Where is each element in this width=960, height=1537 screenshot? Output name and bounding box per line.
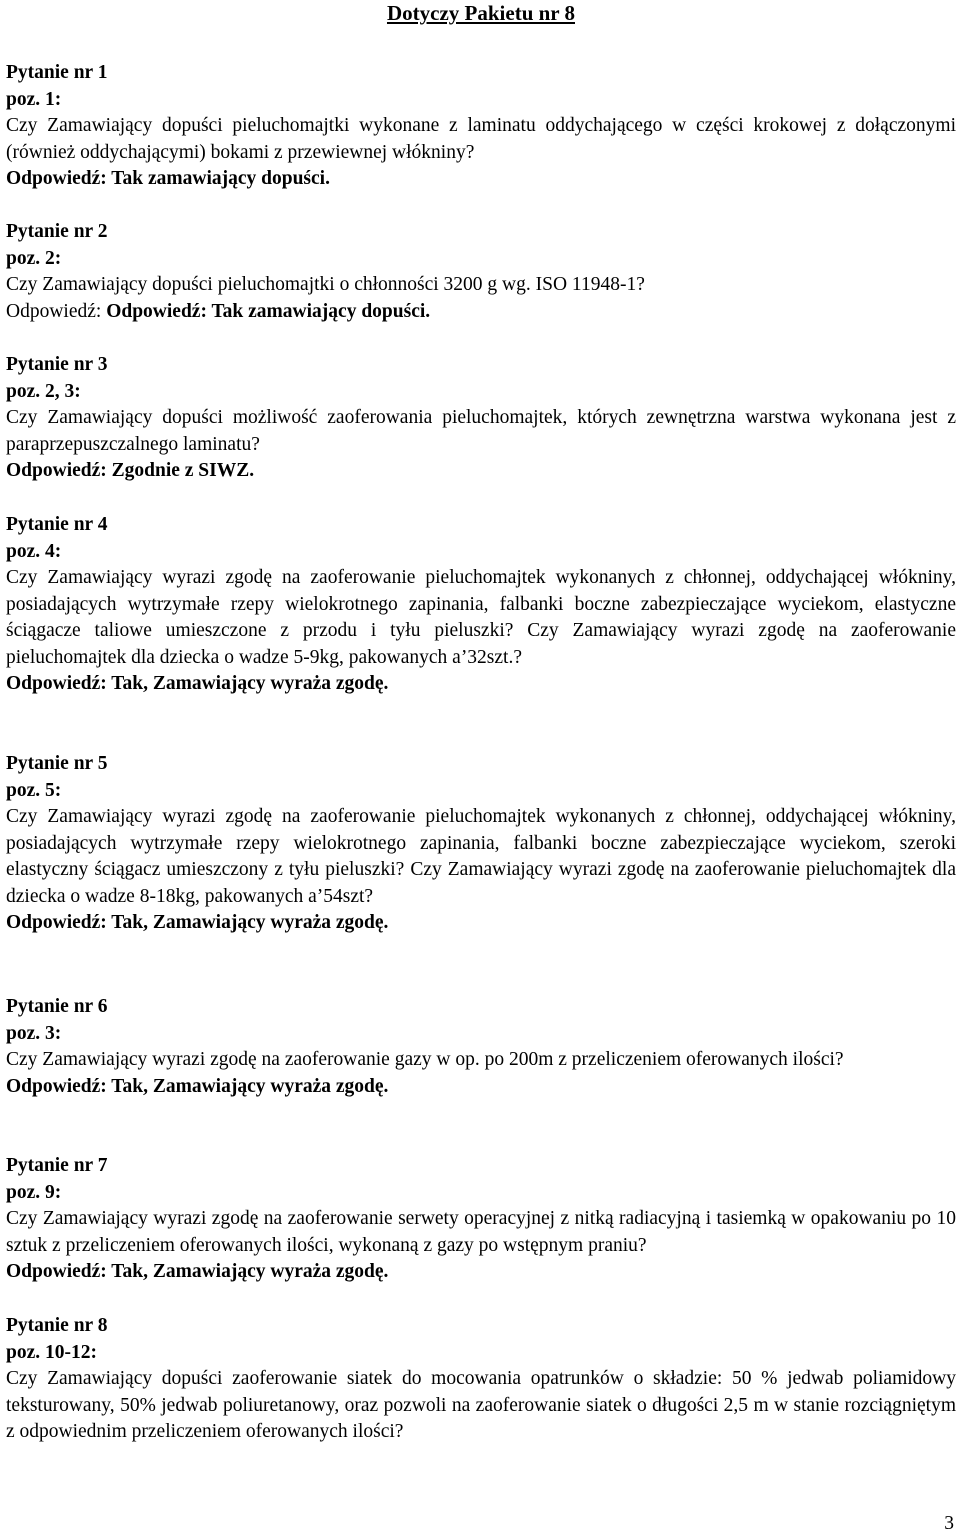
page-number: 3 — [944, 1513, 954, 1534]
question-position: poz. 5: — [6, 779, 62, 801]
question-block-7 — [6, 1153, 956, 1286]
question-block-2 — [6, 219, 956, 325]
question-text: Czy Zamawiający dopuści pieluchomajtki o chłonności 3200 g wg. ISO 11948-1? — [6, 274, 645, 295]
question-answer: Odpowiedź: Tak, Zamawiający wyraża zgodę. — [6, 1075, 389, 1097]
question-title: Pytanie nr 2 — [6, 221, 108, 242]
question-position: poz. 4: — [6, 540, 62, 562]
question-position: poz. 10-12: — [6, 1341, 97, 1363]
question-title: Pytanie nr 1 — [6, 62, 108, 83]
question-answer: Odpowiedź: Tak, Zamawiający wyraża zgodę. — [6, 1261, 389, 1282]
question-position: poz. 1: — [6, 88, 62, 110]
question-position: poz. 2: — [6, 247, 62, 269]
question-block-6 — [6, 994, 956, 1100]
question-answer: Odpowiedź: Tak, Zamawiający wyraża zgodę. — [6, 912, 389, 933]
question-position: poz. 2, 3: — [6, 380, 81, 402]
question-title: Pytanie nr 7 — [6, 1155, 108, 1176]
question-text: Czy Zamawiający wyrazi zgodę na zaoferowanie pieluchomajtek wykonanych z chłonnej, oddychającej włókniny, posiadających wytrzymałe rzepy wielokrotnego zapinania, falbanki boczne zabezpieczające wyciekom, szeroki elastyczny ściągacz umieszczony z tyłu pieluszki? Czy Zamawiający wyrazi zgodę na zaoferowanie pieluchomajtek dla dziecka o wadze 8-18kg, pakowanych a’54szt? — [6, 806, 956, 907]
question-answer: Odpowiedź: Tak zamawiający dopuści. — [6, 168, 330, 189]
question-block-8 — [6, 1313, 956, 1446]
question-block-3 — [6, 352, 956, 485]
question-block-4 — [6, 512, 956, 698]
answer-text: Odpowiedź: Tak zamawiający dopuści. — [106, 300, 431, 322]
question-title: Pytanie nr 8 — [6, 1315, 108, 1336]
question-title: Pytanie nr 6 — [6, 996, 108, 1017]
question-answer: Odpowiedź: Zgodnie z SIWZ. — [6, 460, 255, 481]
question-title: Pytanie nr 3 — [6, 354, 108, 375]
question-answer: Odpowiedź: Tak, Zamawiający wyraża zgodę. — [6, 673, 389, 694]
document-page — [6, 0, 956, 1442]
question-text: Czy Zamawiający wyrazi zgodę na zaoferowanie pieluchomajtek wykonanych z chłonnej, oddychającej włókniny, posiadających wytrzymałe rzepy wielokrotnego zapinania, falbanki boczne zabezpieczające wyciekom, elastyczne ściągacze taliowe umieszczone z przodu i tyłu pieluszki? Czy Zamawiający wyrazi zgodę na zaoferowanie pieluchomajtek dla dziecka o wadze 5-9kg, pakowanych a’32szt.? — [6, 567, 956, 668]
question-title: Pytanie nr 5 — [6, 753, 108, 774]
question-text: Czy Zamawiający dopuści pieluchomajtki wykonane z laminatu oddychającego w części krokowej z dołączonymi (również oddychającymi) bokami z przewiewnej włókniny? — [6, 115, 956, 163]
question-answer — [6, 299, 956, 326]
document-title: Dotyczy Pakietu nr 8 — [386, 1, 575, 25]
question-block-1 — [6, 60, 956, 193]
question-text: Czy Zamawiający dopuści możliwość zaoferowania pieluchomajtek, których zewnętrzna warstwa wykonana jest z paraprzepuszczalnego laminatu? — [6, 407, 956, 455]
question-position: poz. 9: — [6, 1181, 62, 1203]
question-block-5 — [6, 751, 956, 937]
question-title: Pytanie nr 4 — [6, 514, 108, 535]
answer-prefix: Odpowiedź: — [6, 300, 107, 322]
question-text: Czy Zamawiający wyrazi zgodę na zaoferowanie serwety operacyjnej z nitką radiacyjną i tasiemką w opakowaniu po 10 sztuk z przeliczeniem oferowanych ilości, wykonaną z gazy po wstępnym praniu? — [6, 1208, 956, 1256]
question-text: Czy Zamawiający dopuści zaoferowanie siatek do mocowania opatrunków o składzie: 50 % jedwab poliamidowy teksturowany, 50% jedwab poliuretanowy, oraz pozwoli na zaoferowanie siatek o długości 2,5 m w stanie rozciągniętym z odpowiednim przeliczeniem oferowanych ilości? — [6, 1368, 956, 1442]
question-text: Czy Zamawiający wyrazi zgodę na zaoferowanie gazy w op. po 200m z przeliczeniem oferowanych ilości? — [6, 1049, 844, 1070]
question-position: poz. 3: — [6, 1022, 62, 1044]
